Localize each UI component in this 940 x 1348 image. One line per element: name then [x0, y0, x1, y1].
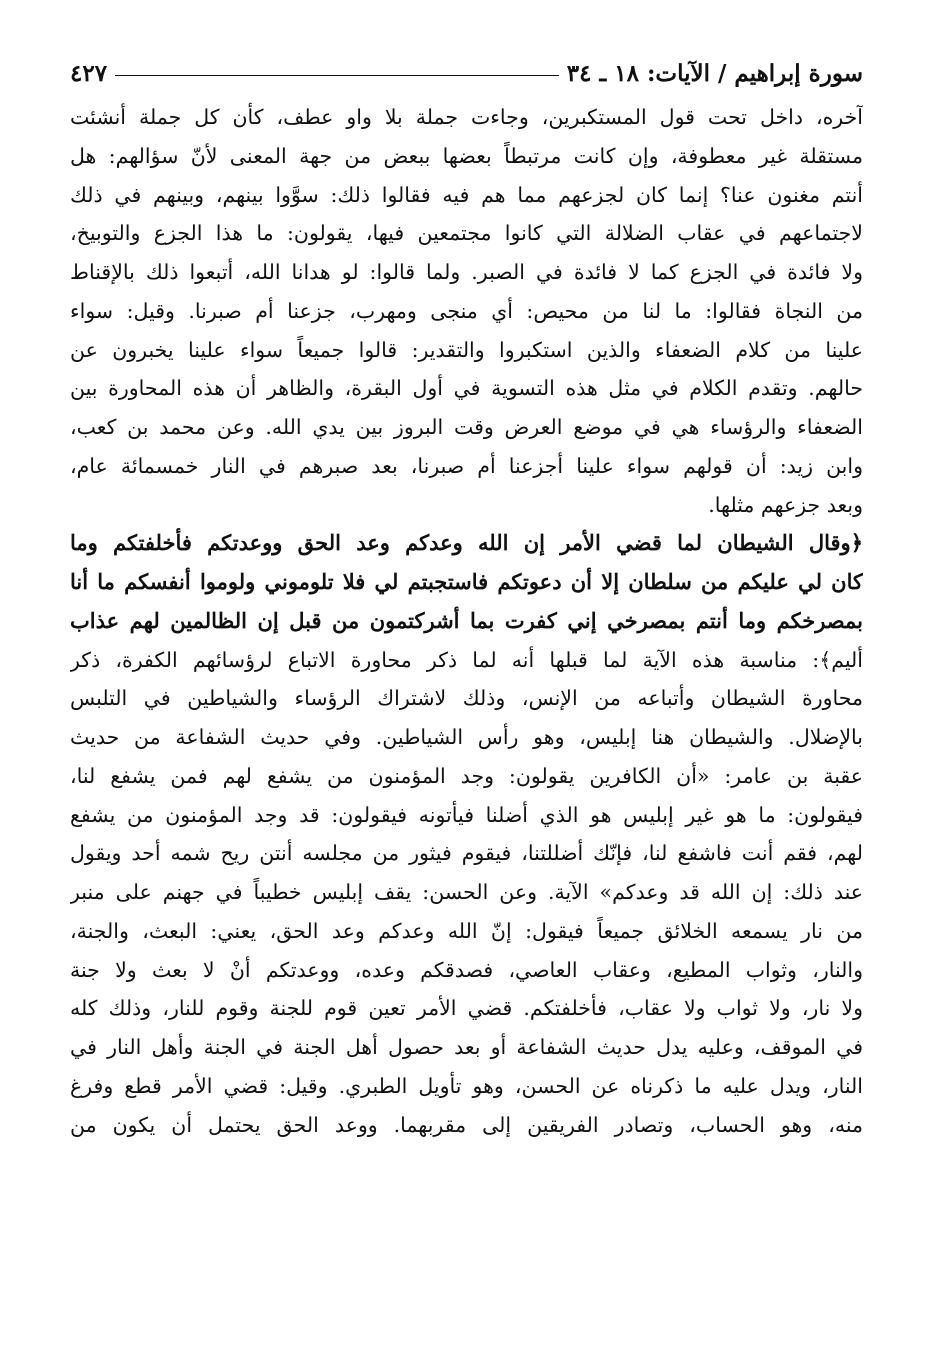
running-title: سورة إبراهيم / الآيات: ١٨ ـ ٣٤ [566, 59, 863, 87]
text-line: منه، وهو الحساب، وتصادر الفريقين إلى مقربهما. ووعد الحق يحتمل أن يكون من [70, 1112, 863, 1137]
text-line: في الموقف، وعليه يدل حديث الشفاعة أو بعد حصول أهل الجنة في الجنة وأهل النار في [70, 1035, 863, 1059]
text-line: النار، ويدل عليه ما ذكرناه عن الحسن، وهو تأويل الطبري. وقيل: قضي الأمر قطع وفرغ [70, 1073, 863, 1098]
text-line: علينا من كلام الضعفاء والذين استكبروا والتقدير: قالوا جميعاً سواء علينا يخبرون عن [70, 337, 863, 362]
text-line: لاجتماعهم في عقاب الضلالة التي كانوا مجتمعين فيها، يقولون: ما هذا الجزع والتوبيخ، [70, 221, 863, 246]
page-number: ٤٢٧ [70, 59, 108, 87]
text-line: فيقولون: ما هو غير إبليس هو الذي أضلنا فيأتونه فيقولون: قد وجد المؤمنون من يشفع [70, 802, 863, 827]
text-line: مستقلة غير معطوفة، وإن كانت مرتبطاً بعضها ببعض من جهة المعنى لأنّ سؤالهم: هل [70, 143, 863, 168]
text-line: من نار يسمعه الخلائق جميعاً فيقول: إنّ الله وعدكم وعد الحق، يعني: البعث، والجنة، [70, 918, 863, 943]
text-line: بالإضلال. والشيطان هنا إبليس، وهو رأس الشياطين. وفي حديث الشفاعة من حديث [70, 725, 863, 749]
text-line: ولا نار، ولا ثواب ولا عقاب، فأخلفتكم. قضي الأمر تعين قوم للجنة وقوم للنار، وذلك كله [70, 996, 863, 1021]
text-line: الضعفاء والرؤساء هي في موضع العرض وقت البروز بين يدي الله. وعن محمد بن كعب، [70, 415, 863, 439]
page-header [70, 56, 863, 90]
text-line: ولا فائدة في الجزع كما لا فائدة في الصبر. ولما قالوا: لو هدانا الله، أتبعوا ذلك بالإقناط [70, 260, 863, 284]
text-line: آخره، داخل تحت قول المستكبرين، وجاءت جملة بلا واو عطف، كأن كل جملة أنشئت [70, 105, 863, 129]
verse-line: بمصرخكم وما أنتم بمصرخي إني كفرت بما أشركتمون من قبل إن الظالمين لهم عذاب [70, 607, 863, 633]
text-line: عند ذلك: إن الله قد وعدكم» الآية. وعن الحسن: يقف إبليس خطيباً في جهنم على منبر [70, 880, 863, 904]
verse-line: ﴿وقال الشيطان لما قضي الأمر إن الله وعدكم وعد الحق ووعدتكم فأخلفتكم وما [70, 530, 863, 556]
body-text [70, 98, 863, 1144]
text-line: وابن زيد: أن قولهم سواء علينا أجزعنا أم صبرنا، بعد صبرهم في النار خمسمائة عام، [70, 453, 863, 478]
text-line: عقبة بن عامر: «أن الكافرين يقولون: وجد المؤمنون من يشفع لهم فمن يشفع لنا، [70, 763, 863, 788]
header-rule [115, 75, 559, 76]
text-line: أنتم مغنون عنا؟ إنما كان لجزعهم مما هم فيه فقالوا ذلك: سوَّوا بينهم، وبينهم في ذلك [70, 182, 863, 207]
text-line: حالهم. وتقدم الكلام في مثل هذه التسوية في أول البقرة، والظاهر أن هذه المحاورة بين [70, 376, 863, 401]
text-line: محاورة الشيطان وأتباعه من الإنس، وذلك لاشتراك الرؤساء والشياطين في التلبس [70, 686, 863, 711]
text-line: أليم﴾: مناسبة هذه الآية لما قبلها أنه لما ذكر محاورة الاتباع لرؤسائهم الكفرة، ذكر [70, 647, 863, 672]
verse-line: كان لي عليكم من سلطان إلا أن دعوتكم فاستجبتم لي فلا تلوموني ولوموا أنفسكم ما أنا [70, 569, 863, 594]
text-line: لهم، فقم أنت فاشفع لنا، فإنّك أضللتنا، فيقوم فيثور من مجلسه أنتن ريح شمه أحد ويقول [70, 841, 863, 866]
text-line: والنار، وثواب المطيع، وعقاب العاصي، فصدقكم وعده، ووعدتكم أنْ لا بعث ولا جنة [70, 957, 863, 982]
text-line: وبعد جزعهم مثلها. [708, 492, 863, 517]
text-line: من النجاة فقالوا: ما لنا من محيص: أي منجى ومهرب، جزعنا أم صبرنا. وقيل: سواء [70, 298, 863, 323]
